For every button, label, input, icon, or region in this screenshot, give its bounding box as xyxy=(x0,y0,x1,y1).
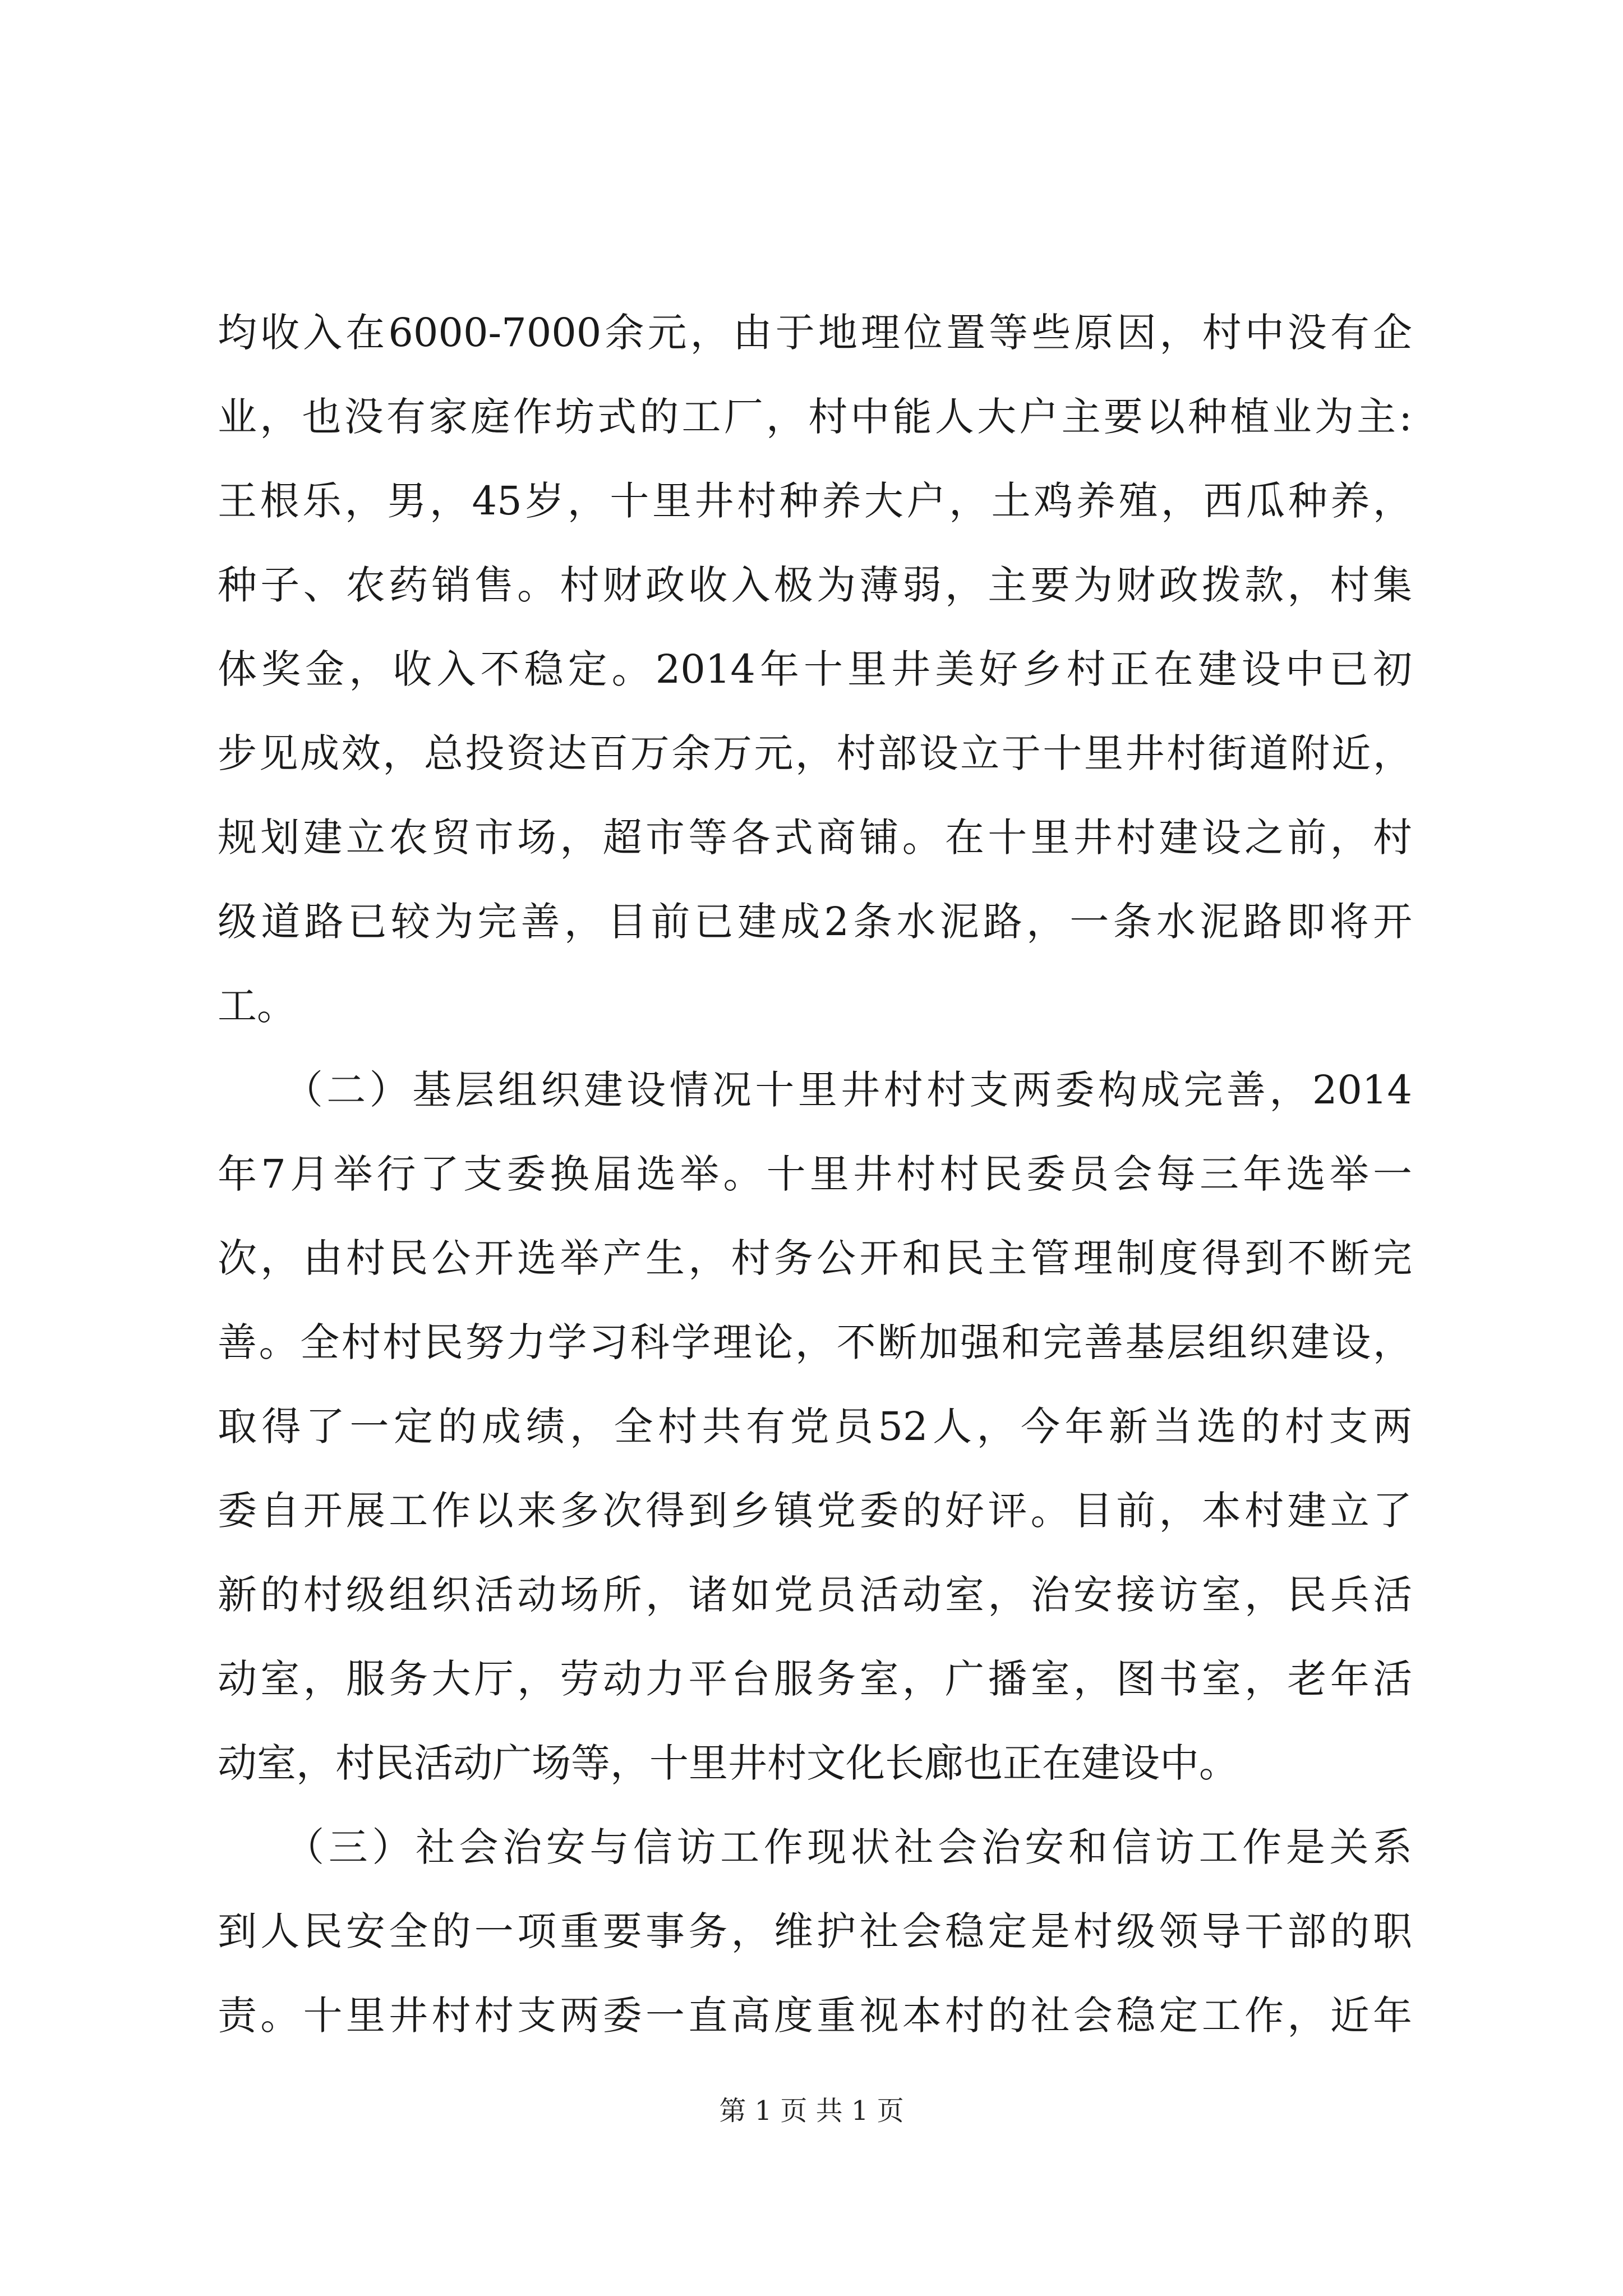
text-line: 业，也没有家庭作坊式的工厂，村中能人大户主要以种植业为主: xyxy=(218,394,1412,440)
text-line: （二）基层组织建设情况十里井村村支两委构成完善，2014 xyxy=(218,1067,1412,1113)
text-line: 取得了一定的成绩，全村共有党员52人，今年新当选的村支两 xyxy=(218,1404,1412,1450)
text-line: 工。 xyxy=(218,983,296,1029)
text-line: 善。全村村民努力学习科学理论，不断加强和完善基层组织建设， xyxy=(218,1319,1412,1365)
text-line: 规划建立农贸市场，超市等各式商铺。在十里井村建设之前，村 xyxy=(218,815,1412,861)
text-line: 王根乐，男，45岁，十里井村种养大户，土鸡养殖，西瓜种养， xyxy=(218,478,1412,524)
text-line: 到人民安全的一项重要事务，维护社会稳定是村级领导干部的职 xyxy=(218,1908,1412,1954)
text-line: 次，由村民公开选举产生，村务公开和民主管理制度得到不断完 xyxy=(218,1235,1412,1281)
text-line: 新的村级组织活动场所，诸如党员活动室，治安接访室，民兵活 xyxy=(218,1572,1412,1618)
text-line: 动室，村民活动广场等，十里井村文化长廊也正在建设中。 xyxy=(218,1740,1238,1786)
text-line: 责。十里井村村支两委一直高度重视本村的社会稳定工作，近年 xyxy=(218,1993,1412,2039)
text-line: 委自开展工作以来多次得到乡镇党委的好评。目前，本村建立了 xyxy=(218,1488,1412,1534)
text-line: 年7月举行了支委换届选举。十里井村村民委员会每三年选举一 xyxy=(218,1151,1412,1197)
text-line: （三）社会治安与信访工作现状社会治安和信访工作是关系 xyxy=(218,1824,1412,1870)
text-line: 步见成效，总投资达百万余万元，村部设立于十里井村街道附近， xyxy=(218,730,1412,776)
text-line: 均收入在6000-7000余元，由于地理位置等些原因，村中没有企 xyxy=(218,310,1412,356)
text-line: 动室，服务大厅，劳动力平台服务室，广播室，图书室，老年活 xyxy=(218,1656,1412,1702)
page-footer: 第 1 页 共 1 页 xyxy=(719,2095,904,2127)
text-line: 种子、农药销售。村财政收入极为薄弱，主要为财政拨款，村集 xyxy=(218,562,1412,608)
text-line: 体奖金，收入不稳定。2014年十里井美好乡村正在建设中已初 xyxy=(218,646,1412,692)
text-line: 级道路已较为完善，目前已建成2条水泥路，一条水泥路即将开 xyxy=(218,899,1412,945)
